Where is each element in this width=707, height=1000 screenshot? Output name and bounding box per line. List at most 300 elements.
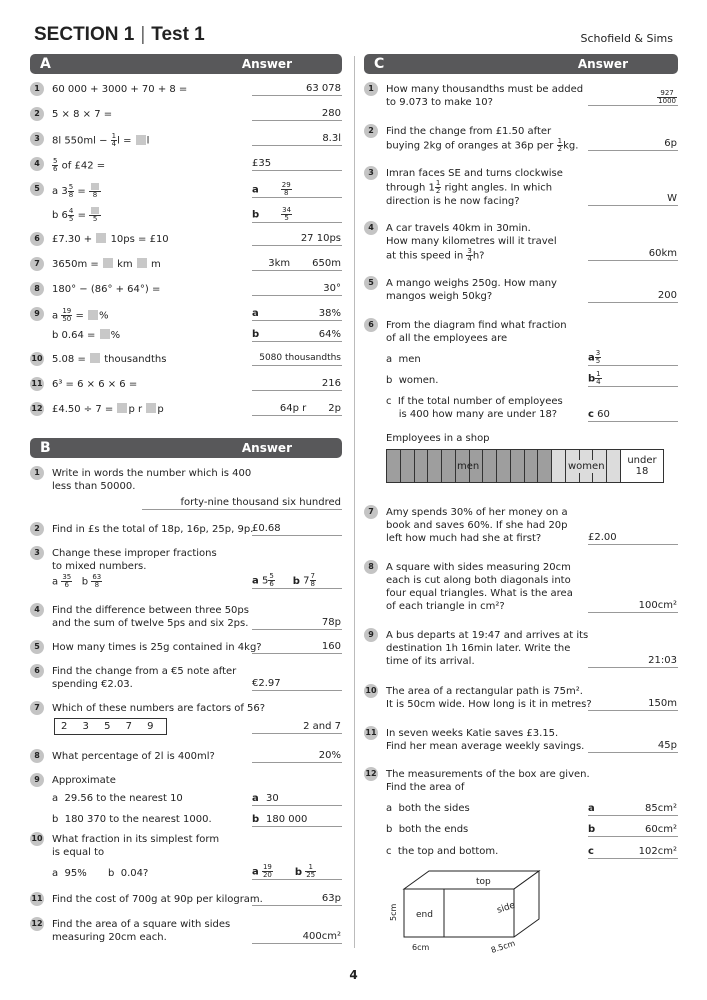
answer-value: 60 <box>597 409 610 420</box>
text: 0.64 = <box>61 330 96 341</box>
question-text: 180° − (86° + 64°) = <box>52 284 161 295</box>
answer: 280 <box>252 107 342 121</box>
denominator: 4 <box>467 255 472 263</box>
question-text <box>386 125 578 153</box>
section-letter: B <box>40 440 51 456</box>
text: 5.08 = <box>52 354 86 365</box>
question-a12 <box>30 402 342 438</box>
part-b-text: b 180 370 to the nearest 1000. <box>52 814 212 825</box>
question-a6 <box>30 232 342 257</box>
question-number: 3 <box>30 132 44 146</box>
text: = <box>75 310 84 322</box>
answer-a <box>252 792 342 806</box>
question-text: What fraction in its simplest form is equal to <box>52 834 220 858</box>
section-a-bar <box>30 54 342 74</box>
fraction <box>268 573 274 588</box>
text: % <box>110 330 121 341</box>
fraction <box>61 574 72 589</box>
question-c10 <box>364 684 678 726</box>
question-number: 3 <box>30 546 44 560</box>
question-a5 <box>30 182 342 232</box>
fraction <box>61 308 72 323</box>
question-number: 10 <box>364 684 378 698</box>
question-a3 <box>30 132 342 157</box>
fraction-blank <box>89 207 101 223</box>
denominator: 1000 <box>658 97 676 105</box>
answer <box>252 573 342 589</box>
question-text-a <box>52 183 101 199</box>
answer-value: 30 <box>266 793 279 804</box>
page-number: 4 <box>349 968 358 982</box>
answer-value: 102cm² <box>638 846 677 857</box>
answer-b <box>252 813 342 827</box>
denominator: 5 <box>68 214 74 223</box>
answer: 21:03 <box>588 654 678 668</box>
cell <box>483 450 497 482</box>
numerator: 3 <box>595 349 601 357</box>
question-b6 <box>30 664 342 701</box>
section-letter: A <box>40 56 51 72</box>
numerator: 34 <box>282 206 292 214</box>
question-number: 7 <box>364 505 378 519</box>
question-number: 4 <box>30 157 44 171</box>
answer-value: 64% <box>318 329 341 340</box>
question-number: 3 <box>364 166 378 180</box>
question-c2 <box>364 124 678 166</box>
question-b10 <box>30 832 342 892</box>
answer-value: 38% <box>318 308 341 319</box>
fraction <box>281 207 292 222</box>
question-text: 6³ = 6 × 6 × 6 = <box>52 379 138 390</box>
denominator: 20 <box>262 871 272 879</box>
blank-box <box>136 135 146 145</box>
part-label: a <box>588 803 595 814</box>
question-text: Find the difference between three 50ps and the sum of twelve 5ps and six 2ps. <box>52 605 249 629</box>
denominator: 8 <box>94 581 100 589</box>
answer: 400cm² <box>252 930 342 944</box>
answer: 20% <box>252 749 342 763</box>
part-label: b <box>588 824 596 835</box>
question-c5 <box>364 276 678 318</box>
fraction <box>262 864 273 879</box>
header-separator: | <box>140 24 146 45</box>
cell <box>387 450 401 482</box>
question-c7 <box>364 505 678 560</box>
question-number: 6 <box>30 232 44 246</box>
page-header <box>34 24 205 46</box>
question-c12 <box>364 767 678 957</box>
part-label: c <box>588 409 594 420</box>
answer: 8.3l <box>252 132 342 146</box>
text: p r <box>128 404 143 415</box>
text: l <box>146 135 150 147</box>
part-b-text: b both the ends <box>386 824 469 835</box>
question-number: 5 <box>30 640 44 654</box>
part-label: a <box>588 352 595 364</box>
question-number: 2 <box>30 522 44 536</box>
question-text: Which of these numbers are factors of 56? <box>52 703 266 714</box>
answer: 45p <box>588 739 678 753</box>
denominator: 6 <box>64 581 70 589</box>
text: % <box>99 310 109 322</box>
women-segment <box>552 450 621 482</box>
cell <box>442 450 456 482</box>
question-b8 <box>30 749 342 773</box>
denominator: 8 <box>68 190 74 199</box>
answer: forty-nine thousand six hundred <box>142 496 342 510</box>
answer: 6p <box>588 137 678 151</box>
question-c4 <box>364 221 678 276</box>
denominator: 2 <box>557 145 563 153</box>
question-number: 7 <box>30 701 44 715</box>
question-a8 <box>30 282 342 307</box>
answer: 27 10ps <box>252 232 342 246</box>
blank-box <box>96 233 106 243</box>
part-label: b <box>294 866 303 878</box>
fraction <box>91 574 102 589</box>
question-b2 <box>30 522 342 546</box>
men-label: men <box>457 461 480 472</box>
part-a-text: a both the sides <box>386 803 470 814</box>
text: 10ps = £10 <box>110 234 169 245</box>
question-number: 12 <box>364 767 378 781</box>
part-c-text: c If the total number of employees is 400 how many are under 18? <box>386 396 563 420</box>
question-number: 2 <box>364 124 378 138</box>
question-text: In seven weeks Katie saves £3.15. Find her mean average weekly savings. <box>386 728 585 752</box>
denominator: 8 <box>310 580 315 588</box>
question-b9 <box>30 773 342 832</box>
question-a4 <box>30 157 342 182</box>
text: A car travels 40km in 30min. How many kilometres will it travel at this speed in <box>386 223 557 262</box>
question-text: How many thousandths must be added to 9.073 to make 10? <box>386 84 584 108</box>
question-text <box>52 258 161 271</box>
text: h? <box>472 250 485 262</box>
part-label: b <box>252 814 260 825</box>
numerator: 1 <box>596 370 601 378</box>
question-number: 11 <box>30 892 44 906</box>
part-label: a <box>252 575 259 587</box>
part-b-text: b women. <box>386 375 439 386</box>
question-text: Find the area of a square with sides measuring 20cm each. <box>52 919 231 943</box>
question-a10 <box>30 352 342 377</box>
question-b3 <box>30 546 342 603</box>
diagram-title: Employees in a shop <box>386 433 490 444</box>
part-b-text: b 0.04? <box>108 868 149 879</box>
question-a11 <box>30 377 342 402</box>
question-number: 8 <box>364 560 378 574</box>
numerator: 1 <box>305 864 316 872</box>
part-label: b <box>52 210 59 221</box>
question-text <box>52 233 169 246</box>
answer: W <box>588 192 678 206</box>
denominator: 2 <box>435 187 441 195</box>
question-text: Find the change from a €5 note after spending €2.03. <box>52 666 237 690</box>
text: l = <box>117 135 132 147</box>
part-c-text: c the top and bottom. <box>386 846 499 857</box>
answer: 78p <box>252 616 342 630</box>
numerator: 3 <box>467 247 472 255</box>
answer <box>252 864 342 880</box>
text: £7.30 + <box>52 234 93 245</box>
answer-b <box>252 207 342 223</box>
denominator: 6 <box>269 580 274 588</box>
numerator: 5 <box>269 572 274 580</box>
blank-box <box>88 310 98 320</box>
question-a2 <box>30 107 342 132</box>
answer-value: 85cm² <box>645 803 677 814</box>
answer: 200 <box>588 289 678 303</box>
text: 3 <box>61 186 68 197</box>
under-18-label: under 18 <box>627 455 657 477</box>
cell <box>511 450 525 482</box>
question-text-b <box>52 329 120 342</box>
answer: 5080 thousandths <box>252 352 342 366</box>
answer <box>588 90 678 106</box>
question-b5 <box>30 640 342 664</box>
answer: 160 <box>252 640 342 654</box>
text: Imran faces SE and turns clockwise through 1 <box>386 168 563 194</box>
fraction <box>657 90 677 105</box>
section-b-bar <box>30 438 342 458</box>
blank-box <box>103 258 113 268</box>
question-number: 9 <box>30 307 44 321</box>
answer: 60km <box>588 247 678 261</box>
blank-box <box>100 329 110 339</box>
part-label: a <box>252 866 259 878</box>
numerator: 7 <box>310 572 315 580</box>
fraction <box>595 350 601 365</box>
blank-box <box>91 183 99 190</box>
question-text-a <box>52 308 109 323</box>
part-a-text: a 29.56 to the nearest 10 <box>52 793 183 804</box>
question-number: 10 <box>30 832 44 846</box>
question-number: 8 <box>30 749 44 763</box>
question-number: 10 <box>30 352 44 366</box>
cell <box>552 450 566 482</box>
blank-box <box>137 258 147 268</box>
answer: 216 <box>252 377 342 391</box>
numerator: 927 <box>657 90 677 98</box>
text: m <box>151 259 161 270</box>
text: = <box>77 210 86 221</box>
question-number: 1 <box>30 466 44 480</box>
height-dimension: 5cm <box>389 903 398 921</box>
under-18-segment <box>621 450 663 482</box>
question-text: Change these improper fractions to mixed numbers. <box>52 548 217 572</box>
denominator: 5 <box>284 214 289 222</box>
part-label: c <box>588 846 594 857</box>
part-label: a <box>52 576 59 588</box>
fraction <box>310 573 316 588</box>
answer: 100cm² <box>588 599 678 613</box>
cell <box>415 450 429 482</box>
text: £4.50 ÷ 7 = <box>52 404 114 415</box>
box-diagram <box>384 863 554 955</box>
fraction <box>305 864 316 879</box>
answer-heading: Answer <box>577 57 628 71</box>
men-segment <box>387 450 552 482</box>
question-b11 <box>30 892 342 917</box>
denominator: 4 <box>596 378 601 386</box>
question-number: 8 <box>30 282 44 296</box>
question-text-b <box>52 207 101 223</box>
fraction <box>68 184 74 199</box>
publisher-name: Schofield & Sims <box>580 32 673 45</box>
question-number: 6 <box>364 318 378 332</box>
cell <box>607 450 621 482</box>
left-column <box>30 54 342 947</box>
numerator: 4 <box>68 206 74 215</box>
employees-bar-diagram <box>386 449 664 483</box>
question-number: 11 <box>30 377 44 391</box>
question-number: 12 <box>30 917 44 931</box>
part-label: a <box>52 186 59 197</box>
question-parts <box>52 574 102 589</box>
denominator: 25 <box>306 871 316 879</box>
text: Find the change from £1.50 after buying 2kg of oranges at 36p per <box>386 126 554 152</box>
answer-part: 650m <box>312 258 341 269</box>
answer: 63p <box>252 892 342 906</box>
blank-box <box>91 207 99 214</box>
question-text: Find in £s the total of 18p, 16p, 25p, 9p. <box>52 524 254 535</box>
part-label: b <box>252 329 260 340</box>
answer <box>252 402 342 416</box>
numerator: 1 <box>111 132 117 140</box>
question-c9 <box>364 628 678 684</box>
question-text: From the diagram find what fraction of all the employees are <box>386 320 567 344</box>
question-number: 5 <box>364 276 378 290</box>
blank-box <box>90 353 100 363</box>
part-label: b <box>588 373 596 385</box>
part-label: b <box>52 330 59 341</box>
blank-box <box>146 403 156 413</box>
text: 3650m = <box>52 259 99 270</box>
question-text <box>52 158 105 173</box>
text: p <box>157 404 164 415</box>
factors-box: 2 3 5 7 9 <box>54 718 167 735</box>
question-text: A bus departs at 19:47 and arrives at its destination 1h 16min later. Write the time of its arrival. <box>386 630 589 667</box>
answer-heading: Answer <box>241 441 292 455</box>
question-c3 <box>364 166 678 221</box>
text: of £42 = <box>61 160 106 172</box>
question-text <box>52 133 149 148</box>
part-label: b <box>292 575 300 587</box>
fraction <box>435 180 441 195</box>
question-b12 <box>30 917 342 947</box>
cell <box>525 450 539 482</box>
question-text <box>386 222 557 263</box>
answer-a <box>588 802 678 816</box>
part-label: a <box>252 184 259 196</box>
answer-heading: Answer <box>241 57 292 71</box>
text: thousandths <box>104 354 167 365</box>
women-label: women <box>568 461 605 472</box>
question-text: How many times is 25g contained in 4kg? <box>52 642 262 653</box>
part-label: b <box>252 209 260 221</box>
question-text: The measurements of the box are given. Find the area of <box>386 769 590 793</box>
numerator: 5 <box>53 157 58 165</box>
section-letter: C <box>374 56 385 72</box>
answer-part: 3km <box>268 258 291 269</box>
answer: 30° <box>252 282 342 296</box>
section-c-bar <box>364 54 678 74</box>
numerator: 1 <box>435 179 441 187</box>
question-number: 4 <box>364 221 378 235</box>
cell <box>428 450 442 482</box>
denominator: 8 <box>283 189 289 197</box>
part-a-text: a 95% <box>52 868 87 879</box>
answer-value: 180 000 <box>266 814 308 825</box>
question-a9 <box>30 307 342 352</box>
width-dimension: 6cm <box>412 943 430 952</box>
question-text <box>52 403 164 416</box>
section-title: SECTION 1 <box>34 24 135 45</box>
question-text: Write in words the number which is 400 less than 50000. <box>52 468 252 492</box>
answer-a <box>252 182 342 198</box>
question-text <box>52 353 166 366</box>
part-label: a <box>52 310 59 322</box>
text: right angles. In which direction is he now facing? <box>386 182 553 207</box>
answer: 2 and 7 <box>252 720 342 734</box>
answer-a <box>588 350 678 366</box>
answer-c <box>588 408 678 422</box>
answer: 150m <box>588 697 678 711</box>
numerator: 19 <box>262 863 272 871</box>
question-number: 6 <box>30 664 44 678</box>
question-text: 5 × 8 × 7 = <box>52 109 113 120</box>
question-number: 1 <box>30 82 44 96</box>
question-number: 5 <box>30 182 44 196</box>
text: 8l 550ml − <box>52 135 108 147</box>
question-text <box>386 167 563 208</box>
question-c8 <box>364 560 678 628</box>
question-number: 9 <box>364 628 378 642</box>
question-number: 1 <box>364 82 378 96</box>
denominator: 8 <box>92 191 98 199</box>
answer: £0.68 <box>252 522 342 536</box>
part-a-text: a men <box>386 354 421 365</box>
question-text: What percentage of 2l is 400ml? <box>52 751 215 762</box>
question-text: A mango weighs 250g. How many mangos weigh 50kg? <box>386 278 557 302</box>
question-a1 <box>30 82 342 107</box>
right-column <box>364 54 678 957</box>
test-title: Test 1 <box>151 24 205 45</box>
numerator: 19 <box>62 307 72 315</box>
question-text: 60 000 + 3000 + 70 + 8 = <box>52 84 188 95</box>
cell <box>538 450 552 482</box>
answer-a <box>252 307 342 321</box>
length-dimension: 8.5cm <box>489 938 517 955</box>
part-label: b <box>81 576 89 588</box>
fraction <box>68 208 74 223</box>
answer-b <box>588 371 678 387</box>
text: kg. <box>563 140 579 152</box>
numerator: 1 <box>557 137 563 145</box>
question-c1 <box>364 82 678 124</box>
question-b1 <box>30 466 342 522</box>
cell <box>497 450 511 482</box>
fraction <box>281 182 292 197</box>
question-number: 9 <box>30 773 44 787</box>
denominator: 6 <box>53 165 58 173</box>
question-number: 12 <box>30 402 44 416</box>
cell <box>401 450 415 482</box>
question-number: 7 <box>30 257 44 271</box>
answer <box>252 257 342 271</box>
question-c6 <box>364 318 678 505</box>
answer-b <box>588 823 678 837</box>
numerator: 29 <box>281 181 291 189</box>
